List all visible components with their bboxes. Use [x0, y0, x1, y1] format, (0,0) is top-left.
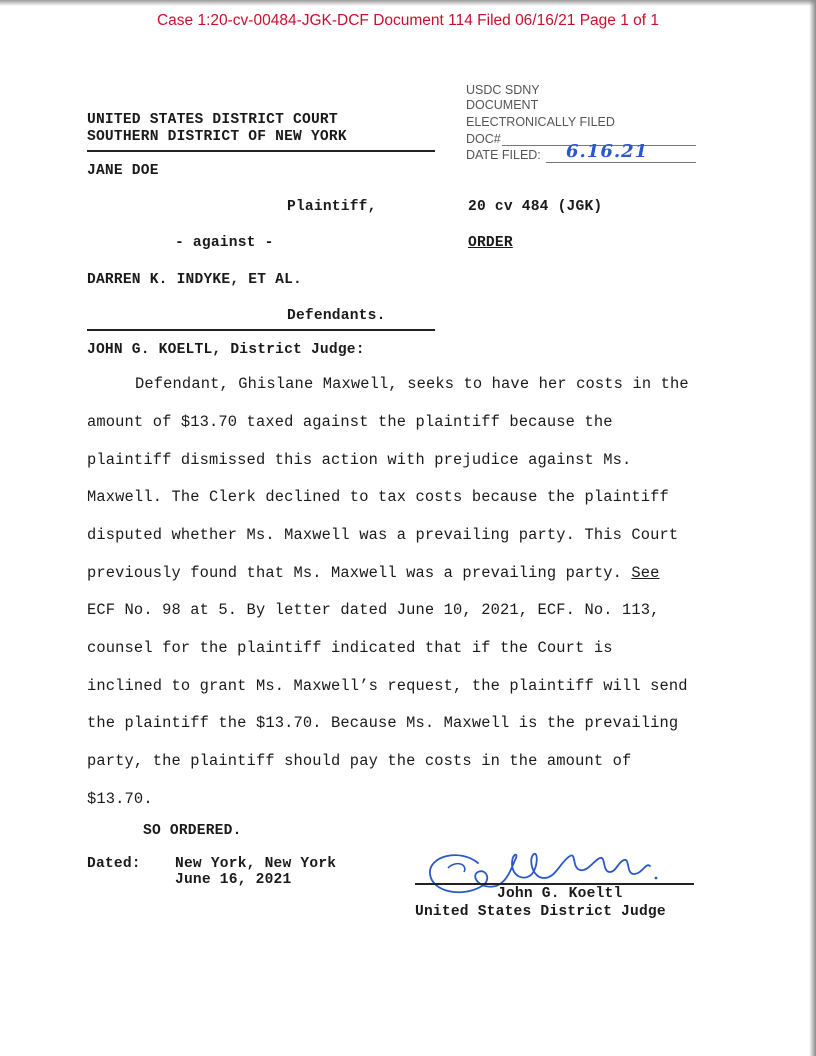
- dated-place: New York, New York: [175, 856, 337, 872]
- case-number: 20 cv 484 (JGK): [468, 199, 603, 215]
- plaintiff-name: JANE DOE: [87, 163, 159, 179]
- see-citation: See: [631, 564, 660, 582]
- body-line: party, the plaintiff should pay the costs in the amount of: [87, 752, 632, 770]
- defendant-role: Defendants.: [287, 308, 386, 324]
- body-line: $13.70.: [87, 790, 153, 808]
- dated-label: Dated:: [87, 856, 141, 872]
- body-line: plaintiff dismissed this action with prejudice against Ms.: [87, 451, 632, 469]
- ecf-header-stamp: Case 1:20-cv-00484-JGK-DCF Document 114 Filed 06/16/21 Page 1 of 1: [156, 12, 659, 29]
- filing-stamp-date-label: DATE FILED:: [466, 148, 541, 162]
- handwritten-filed-date: 6.16.21: [566, 141, 649, 162]
- scan-right-edge: [809, 0, 816, 1056]
- plaintiff-role: Plaintiff,: [287, 199, 377, 215]
- caption-top-rule: [87, 150, 435, 152]
- body-line-text: previously found that Ms. Maxwell was a prevailing party.: [87, 564, 622, 582]
- signer-name: John G. Koeltl: [497, 886, 623, 902]
- caption-bottom-rule: [87, 329, 435, 331]
- judge-intro: JOHN G. KOELTL, District Judge:: [87, 342, 365, 358]
- filing-stamp-doc-label: DOC#: [466, 132, 501, 146]
- filing-stamp-line1: USDC SDNY: [466, 83, 540, 97]
- body-line: Defendant, Ghislane Maxwell, seeks to have her costs in the: [135, 375, 689, 393]
- filing-stamp-line3: ELECTRONICALLY FILED: [466, 115, 615, 129]
- signature-line: [415, 883, 694, 885]
- scan-top-edge: [0, 0, 816, 6]
- body-line: [87, 564, 660, 582]
- dated-date: June 16, 2021: [175, 872, 292, 888]
- court-name-line1: UNITED STATES DISTRICT COURT: [87, 112, 338, 128]
- versus-label: - against -: [175, 235, 274, 251]
- body-line: Maxwell. The Clerk declined to tax costs because the plaintiff: [87, 488, 669, 506]
- court-name-line2: SOUTHERN DISTRICT OF NEW YORK: [87, 129, 347, 145]
- body-line: disputed whether Ms. Maxwell was a prevailing party. This Court: [87, 526, 679, 544]
- body-line: inclined to grant Ms. Maxwell’s request, the plaintiff will send: [87, 677, 688, 695]
- defendant-name: DARREN K. INDYKE, ET AL.: [87, 272, 302, 288]
- body-line: amount of $13.70 taxed against the plaintiff because the: [87, 413, 613, 431]
- body-line: ECF No. 98 at 5. By letter dated June 10, 2021, ECF. No. 113,: [87, 601, 660, 619]
- body-line: counsel for the plaintiff indicated that if the Court is: [87, 639, 613, 657]
- so-ordered: SO ORDERED.: [143, 823, 242, 839]
- signer-title: United States District Judge: [415, 904, 666, 920]
- order-title: ORDER: [468, 235, 513, 251]
- body-line: the plaintiff the $13.70. Because Ms. Maxwell is the prevailing: [87, 714, 679, 732]
- date-filed-line: [546, 162, 696, 163]
- filing-stamp-line2: DOCUMENT: [466, 98, 539, 112]
